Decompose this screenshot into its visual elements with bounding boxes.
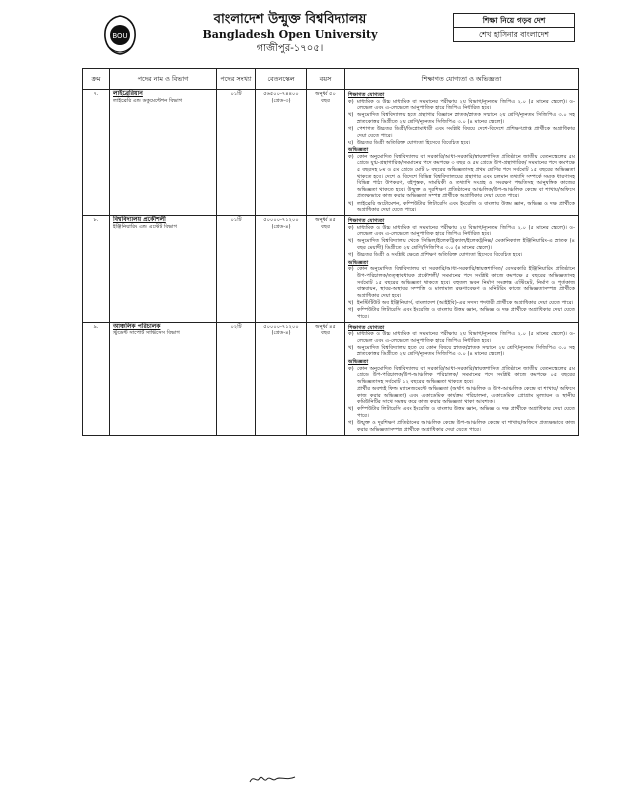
table-row xyxy=(83,216,579,322)
qualification-heading: শিক্ষাগত যোগ্যতা xyxy=(348,324,385,331)
item-text: মাধ্যমিক ও উচ্চ মাধ্যমিক বা সমমানের পরীক্ষায় ২য় বিভাগ/ন্যূনতম জিপিএ ২.০ (৫ মানের স্কেলে)। ও-লেভেল এবং এ-লেভেলে আনুপাতিক হারে জিপিএ নির্ধারিত হবে। xyxy=(357,224,575,238)
job-vacancy-table xyxy=(82,68,579,436)
item-marker: খ) xyxy=(348,238,354,245)
post-count-cell: ০১টি xyxy=(217,216,256,322)
experience-item xyxy=(348,307,575,320)
column-header-post: পদের নাম ও বিভাগ xyxy=(110,69,217,90)
qualification-cell xyxy=(345,216,579,322)
pay-grade: (গ্রেড-৪) xyxy=(271,330,291,337)
item-text: অনুমোদিত বিশ্ববিদ্যালয় হতে যে কোন বিষয়ে স্নাতক/স্নাতক সম্মানে ২য় শ্রেণি/ন্যূনতম সিজিপিএ ৩.০ সহ স্নাতকোত্তর ডিগ্রীতে ২য় শ্রেণি/ন্যূনতম সিজিপিএ ৩.০ (৪ মানের স্কেলে)। xyxy=(357,344,575,358)
qualification-item xyxy=(348,99,575,112)
column-header-pay-scale: বেতনস্কেল xyxy=(256,69,307,90)
serial-cell: ৯. xyxy=(83,322,110,435)
experience-item xyxy=(348,420,575,433)
slogan-line-2: শেখ হাসিনার বাংলাদেশ xyxy=(479,30,549,39)
item-text: ইনস্টিটিউট অব ইঞ্জিনিয়ার্স, বাংলাদেশ (আইইবি)-এর সদস্য পদধারী প্রার্থীকে অগ্রাধিকার দেয়া যেতে পারে। xyxy=(357,299,574,306)
column-header-age: বয়স xyxy=(307,69,345,90)
item-marker: খ) xyxy=(348,299,354,306)
experience-heading: অভিজ্ঞতা xyxy=(348,147,369,154)
pay-scale-cell xyxy=(256,216,307,322)
qualification-heading: শিক্ষাগত যোগ্যতা xyxy=(348,92,385,98)
university-title-block xyxy=(140,12,440,55)
experience-heading: অভিজ্ঞতা xyxy=(348,359,369,366)
qualification-cell xyxy=(345,322,579,435)
post-title: আঞ্চলিক পরিচালক xyxy=(113,322,161,330)
post-title: বিশ্ববিদ্যালয় প্রকৌশলী xyxy=(113,216,166,224)
table-row xyxy=(83,322,579,435)
post-cell xyxy=(110,90,217,216)
table-header-row xyxy=(83,69,579,90)
slogan-line-1: শিক্ষা নিয়ে গড়ব দেশ xyxy=(454,14,574,28)
qualification-item xyxy=(348,331,575,344)
age-cell xyxy=(307,322,345,435)
pay-scale-value: ৫০০০০-৭১২০০ xyxy=(263,323,299,330)
column-header-serial: ক্রম xyxy=(83,69,110,90)
post-cell xyxy=(110,322,217,435)
svg-text:BOU: BOU xyxy=(112,32,128,40)
item-text: কোন অনুমোদিত বিশ্ববিদ্যালয় বা সরকারি/আধা-সরকারি/স্বায়ত্তশাসিত/ বেসরকারি ইঞ্জিনিয়ারিং প্রতিষ্ঠানে উপ-পরিচালক/তত্ত্বাবধায়ক প্রকৌশলী/ সমমানের পদে সংশ্লিষ্ট কাজে কমপক্ষে ৫ বছরের অভিজ্ঞতাসহ সর্বমোট ১৫ বছরের অভিজ্ঞতা থাকতে হবে। বহুতল ভবন নির্মাণ সংক্রান্ত এস্টিমেট, নির্মাণ ও পূর্তকাজ বাস্তবায়ন, স্থাবর-অস্থাবর সম্পত্তি ও মালামাল রক্ষণাবেক্ষণ ও মনিটরিং কাজে অভিজ্ঞতাসম্পন্ন প্রার্থীকে অগ্রাধিকার দেয়া হবে। xyxy=(357,266,575,299)
item-marker: গ) xyxy=(348,252,354,259)
item-marker: ক) xyxy=(348,224,354,231)
item-marker: ক) xyxy=(348,98,354,105)
post-department: ইঞ্জিনিয়ারিং এন্ড এস্টেট বিভাগ xyxy=(113,223,178,230)
age-cell xyxy=(307,90,345,216)
pay-grade: (গ্রেড-৪) xyxy=(271,223,291,230)
qualification-item xyxy=(348,112,575,125)
serial-cell: ৮. xyxy=(83,216,110,322)
experience-item xyxy=(348,386,575,406)
qualification-cell xyxy=(345,90,579,216)
age-limit: অনূর্ধ্ব ৪৫ xyxy=(315,217,336,224)
experience-heading: অভিজ্ঞতা xyxy=(348,259,369,266)
item-marker: ঘ) xyxy=(348,139,354,146)
post-title: লাইব্রেরিয়ান xyxy=(113,90,143,97)
experience-item xyxy=(348,406,575,419)
item-text: মাধ্যমিক ও উচ্চ মাধ্যমিক বা সমমানের পরীক্ষায় ২য় বিভাগ/ন্যূনতম জিপিএ ২.০ (৫ মানের স্কেলে)। ও-লেভেল এবং এ-লেভেলে আনুপাতিক হারে জিপিএ নির্ধারিত হবে। xyxy=(357,98,575,112)
item-marker: গ) xyxy=(348,419,354,426)
age-unit: বছর xyxy=(321,330,330,337)
age-limit: অনূর্ধ্ব ৪৫ xyxy=(315,323,336,330)
item-text: প্রার্থীর অবশ্যই ফিল্ড ম্যানেজমেন্টে অভিজ্ঞতা (অর্থাৎ আঞ্চলিক ও উপ-আঞ্চলিক কেন্দ্রে বা শাখায়/ অফিসে কাজ করার অভিজ্ঞতা) এবং একাডেমিক কার্যক্রম পরিচালনা, একাডেমিক প্রোগ্রাম মূল্যায়ন ও স্থানীয় কমিউনিটির সাথে সমন্বয় করে কাজ করার অভিজ্ঞতা থাকা আবশ্যক। xyxy=(357,385,575,406)
item-text: কম্পিউটার লিটারেসি এবং ইংরেজি ও বাংলায় উত্তম জ্ঞান, অভিজ্ঞ ও দক্ষ প্রার্থীকে অগ্রাধিকার দেয়া যেতে পারে। xyxy=(357,406,575,419)
item-marker: খ) xyxy=(348,406,354,413)
experience-item xyxy=(348,266,575,299)
experience-item xyxy=(348,300,575,307)
experience-item xyxy=(348,154,575,200)
age-unit: বছর xyxy=(321,223,330,230)
item-text: কোন অনুমোদিত বিশ্ববিদ্যালয় বা সরকারি/আধা-সরকারি/স্বায়ত্তশাসিত প্রতিষ্ঠানে জাতীয় বেতনস্কেলের ৫ম গ্রেডে যুগ্ম-গ্রন্থাগারিক/সমমানের পদে কমপক্ষে ৩ বছর ও ৫ম গ্রেডে উপ-গ্রন্থাগারিক/ সমমানের পদে কমপক্ষে ৫ বছরসহ ৮ম ও ৫ম গ্রেডে মোট ৮ বছরের অভিজ্ঞতাসহ প্রথম শ্রেণির পদে সর্বমোট ১৫ বছরের অভিজ্ঞতা থাকতে হবে। দেশে ও বিদেশে বিভিন্ন বিশ্ববিদ্যালয়ের গ্রন্থাগার এবং চলমান তথ্যাদি সম্পর্কে সম্যক ধারণাসহ বিভিন্ন পাঠ্য উপকরণ, বইপুস্তক, সাময়িকী ও তথ্যাদি সংগ্রহ ও সংরক্ষণ পদ্ধতিসহ আনুষঙ্গিক কাজের অভিজ্ঞতা থাকতে হবে। উন্মুক্ত ও দূরশিক্ষণ প্রতিষ্ঠানের আঞ্চলিক/উপ-আঞ্চলিক কেন্দ্রে বা শাখায়/অফিসে প্রত্যক্ষভাবে কাজ করার অভিজ্ঞতা সম্পন্ন প্রার্থীকে অগ্রাধিকার দেয়া যেতে পারে। xyxy=(357,153,575,200)
qualification-item xyxy=(348,252,575,259)
item-marker: ক) xyxy=(348,153,354,160)
university-logo-icon xyxy=(100,13,140,57)
age-unit: বছর xyxy=(321,97,330,104)
item-text: উন্মুক্ত ও দূরশিক্ষণ প্রতিষ্ঠানের আঞ্চলিক কেন্দ্রে উপ-আঞ্চলিক কেন্দ্রে বা শাখায়/অফিসে প্রত্যক্ষভাবে কাজ করার অভিজ্ঞতাসম্পন্ন প্রার্থীকে অগ্রাধিকার দেয়া যেতে পারে। xyxy=(357,419,575,433)
pay-grade: (গ্রেড-৩) xyxy=(271,97,291,104)
item-marker: খ) xyxy=(348,200,354,207)
pay-scale-cell xyxy=(256,322,307,435)
age-cell xyxy=(307,216,345,322)
item-marker: খ) xyxy=(348,112,354,119)
item-marker: ক) xyxy=(348,331,354,338)
signature-mark xyxy=(248,772,298,786)
item-marker: খ) xyxy=(348,344,354,351)
age-limit: অনূর্ধ্ব ৫০ xyxy=(315,91,336,97)
item-text: অনুমোদিত বিশ্ববিদ্যালয় থেকে সিভিল/ইলেকট্রিক্যাল/ইলেকট্রনিক্স/ মেকানিক্যাল ইঞ্জিনিয়ারিং-এ স্নাতক (৪ বছর মেয়াদী) ডিগ্রীতে ২য় শ্রেণি/সিজিপিএ ৩.০ (৪ মানের স্কেলে)। xyxy=(357,238,575,252)
item-marker: গ) xyxy=(348,306,354,313)
item-text: পেশাগত উচ্চতর ডিগ্রী/ডিপ্লোমাধারী এবং সংশ্লিষ্ট বিষয়ে দেশে-বিদেশে প্রশিক্ষণপ্রাপ্ত প্রার্থীকে অগ্রাধিকার দেয়া যেতে পারে। xyxy=(357,125,575,139)
experience-item xyxy=(348,366,575,386)
table-row xyxy=(83,90,579,216)
university-address: গাজীপুর-১৭০৫। xyxy=(256,43,324,54)
item-marker: ক) xyxy=(348,266,354,273)
post-department: স্টুডেন্ট সাপোর্ট সার্ভিসেস বিভাগ xyxy=(113,330,180,337)
item-text: উচ্চতর ডিগ্রী ও সংশ্লিষ্ট ক্ষেত্রে প্রশিক্ষণ অতিরিক্ত যোগ্যতা হিসেবে বিবেচিত হবে। xyxy=(357,252,523,259)
post-count-cell: ০২টি xyxy=(217,322,256,435)
experience-item xyxy=(348,201,575,214)
item-text: কম্পিউটার লিটারেসি এবং ইংরেজি ও বাংলায় উত্তম জ্ঞান, অভিজ্ঞ ও দক্ষ প্রার্থীকে অগ্রাধিকার দেয়া যেতে পারে। xyxy=(357,306,575,320)
item-marker xyxy=(348,386,357,406)
qualification-item xyxy=(348,225,575,238)
column-header-qualification: শিক্ষাগত যোগ্যতা ও অভিজ্ঞতা xyxy=(345,69,579,90)
pay-scale-cell xyxy=(256,90,307,216)
item-text: লাইব্রেরি অটোমেশন, কম্পিউটার লিটারেসি এবং ইংরেজি ও বাংলায় উত্তম জ্ঞান, অভিজ্ঞ ও দক্ষ প্রার্থীকে অগ্রাধিকার দেয়া যেতে পারে। xyxy=(357,200,575,214)
qualification-item xyxy=(348,140,575,147)
university-name-bangla: বাংলাদেশ উন্মুক্ত বিশ্ববিদ্যালয় xyxy=(213,12,367,27)
pay-scale-value: ৫০০০০-৭১২০০ xyxy=(263,217,299,224)
table-body xyxy=(83,90,579,436)
post-count-cell: ০১টি xyxy=(217,90,256,216)
post-department: লাইব্রেরি এন্ড ডকুমেন্টেশন বিভাগ xyxy=(113,97,183,104)
pay-scale-value: ৫৬৫০০-৭৪৪০০ xyxy=(263,91,299,97)
qualification-item xyxy=(348,238,575,251)
slogan-box xyxy=(453,13,575,42)
post-cell xyxy=(110,216,217,322)
column-header-count: পদের সংখ্যা xyxy=(217,69,256,90)
item-text: মাধ্যমিক ও উচ্চ মাধ্যমিক বা সমমানের পরীক্ষায় ২য় বিভাগ/ন্যূনতম জিপিএ ২.০ (৫ মানের স্কেলে)। ও-লেভেল এবং এ-লেভেলে আনুপাতিক হারে জিপিএ নির্ধারিত হবে। xyxy=(357,331,575,344)
qualification-item xyxy=(348,126,575,139)
item-text: কোন অনুমোদিত বিশ্ববিদ্যালয় বা সরকারি/আধা-সরকারি/স্বায়ত্তশাসিত প্রতিষ্ঠানে জাতীয় বেতনস্কেলের ৫ম গ্রেডে উপ-পরিচালক/উপ-আঞ্চলিক পরিচালক/ সমমানের পদে সংশ্লিষ্ট কাজে কমপক্ষে ০৫ বছরের অভিজ্ঞতাসহ সর্বমোট ১২ বছরের অভিজ্ঞতা থাকতে হবে। xyxy=(357,365,575,385)
item-text: অনুমোদিত বিশ্ববিদ্যালয় হতে গ্রন্থাগার বিজ্ঞানে স্নাতক/স্নাতক সম্মানে ২য় শ্রেণি/ন্যূনতম সিজিপিএ ৩.০ সহ স্নাতকোত্তর ডিগ্রীতে ২য় শ্রেণি/ন্যূনতম সিজিপিএ ৩.০ (৪ মানের স্কেলে)। xyxy=(357,112,575,125)
serial-cell: ৭. xyxy=(83,90,110,216)
qualification-item xyxy=(348,345,575,358)
item-marker: ক) xyxy=(348,365,354,372)
university-name-english: Bangladesh Open University xyxy=(202,28,378,41)
item-marker: গ) xyxy=(348,125,354,132)
item-text: উচ্চতর ডিগ্রী অতিরিক্ত যোগ্যতা হিসেবে বিবেচিত হবে। xyxy=(357,139,471,146)
qualification-heading: শিক্ষাগত যোগ্যতা xyxy=(348,218,385,225)
